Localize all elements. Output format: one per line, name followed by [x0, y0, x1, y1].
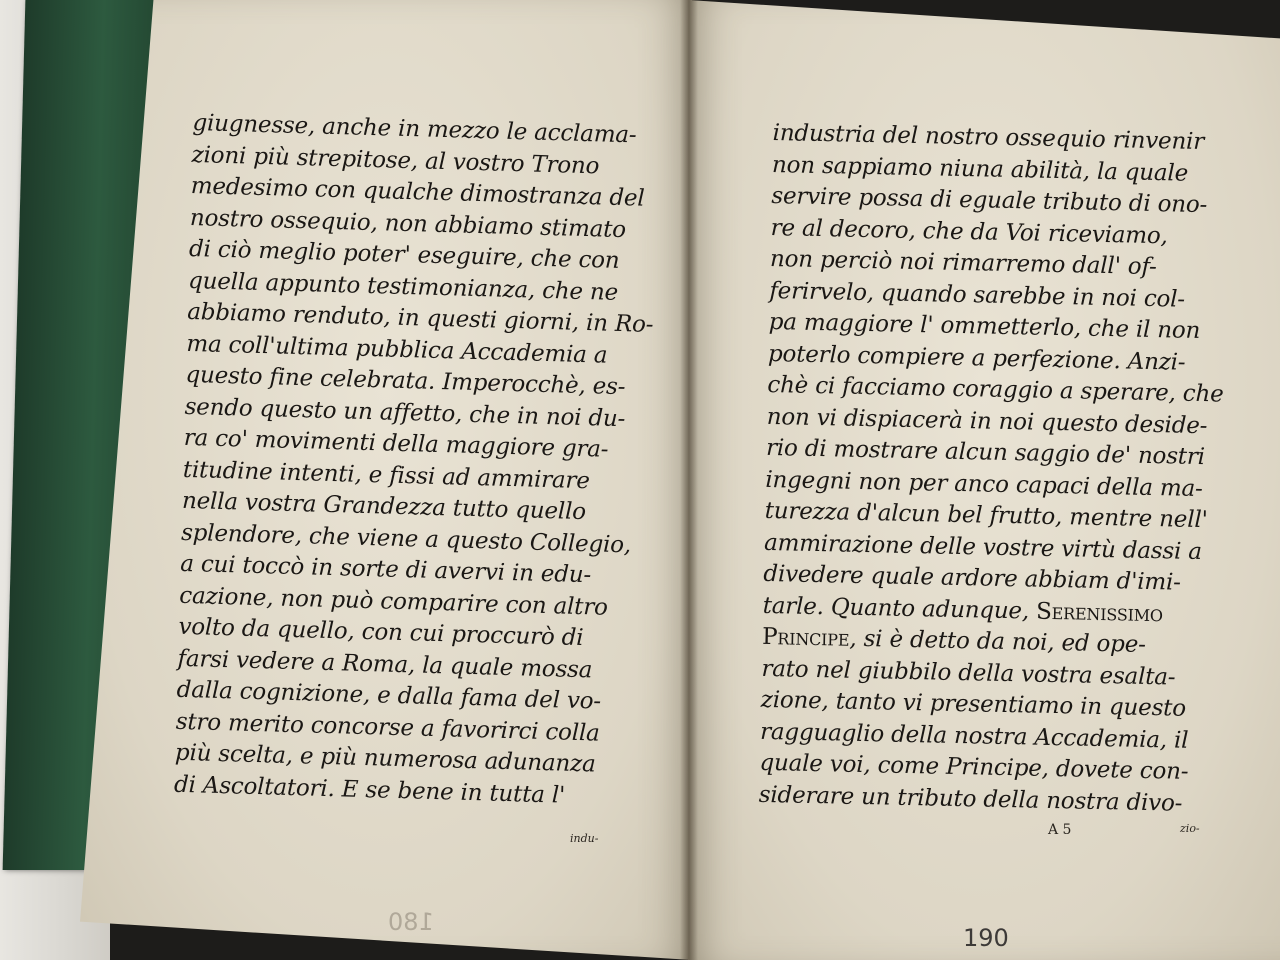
small-caps-word: Serenissimo — [1035, 598, 1164, 627]
right-catchword: zio- — [1180, 822, 1200, 835]
text-line: volto da quello, con cui proccurò di — [178, 613, 584, 652]
line-text: chè ci facciamo coraggio a sperare, che — [767, 371, 1224, 408]
text-line: sendo questo un affetto, che in noi du- — [184, 393, 626, 432]
text-line: nostro ossequio, non abbiamo stimato — [189, 204, 627, 243]
text-line: abbiamo renduto, in questi giorni, in Ro- — [186, 298, 654, 338]
pencil-page-number: 190 — [963, 924, 1009, 952]
bleed-through-page-number: 180 — [388, 908, 434, 936]
text-line: stro merito concorse a favorirci colla — [175, 708, 600, 747]
line-text: , si è detto da noi, ed ope- — [849, 625, 1146, 658]
signature-mark: A 5 — [1048, 822, 1072, 838]
line-text: re al decoro, che da Voi riceviamo, — [770, 214, 1168, 249]
line-text: pa maggiore l' ommetterlo, che il non — [768, 308, 1201, 344]
line-text: quale voi, come Principe, dovete con- — [759, 749, 1189, 785]
text-line: cazione, non può comparire con altro — [179, 582, 609, 621]
book-gutter — [680, 0, 698, 960]
text-line: ra co' movimenti della maggiore gra- — [183, 424, 609, 463]
line-text: divedere quale ardore abbiam d'imi- — [763, 560, 1181, 596]
line-text: non vi dispiacerà in noi questo deside- — [766, 403, 1208, 439]
text-line: nella vostra Grandezza tutto quello — [181, 487, 587, 526]
line-text: poterlo compiere a perfezione. Anzi- — [767, 340, 1186, 376]
line-text: non perciò noi rimarremo dall' of- — [769, 245, 1157, 281]
line-text: non sappiamo niuna abilità, la quale — [771, 151, 1189, 187]
text-line: giugnesse, anche in mezzo le acclama- — [192, 109, 637, 149]
text-line: dalla cognizione, e dalla fama del vo- — [176, 676, 602, 715]
text-line: a cui toccò in sorte di avervi in edu- — [179, 550, 592, 589]
text-line: medesimo con qualche dimostranza del — [190, 172, 645, 212]
line-text: siderare un tributo della nostra divo- — [758, 781, 1183, 817]
line-text: tarle. Quanto adunque, — [762, 592, 1037, 625]
line-text: zione, tanto vi presentiamo in questo — [760, 686, 1187, 722]
line-text: industria del nostro ossequio rinvenir — [772, 119, 1205, 156]
text-line: questo fine celebrata. Imperocchè, es- — [185, 361, 626, 401]
line-text: servire possa di eguale tributo di ono- — [771, 182, 1208, 219]
text-line: zioni più strepitose, al vostro Trono — [191, 141, 600, 179]
small-caps-word: Principe — [761, 623, 850, 652]
text-line: farsi vedere a Roma, la quale mossa — [177, 645, 593, 683]
text-line: più scelta, e più numerosa adunanza — [174, 739, 596, 778]
left-page-text — [174, 108, 653, 814]
text-line: ma coll'ultima pubblica Accademia a — [186, 330, 608, 369]
line-text: ingegni non per anco capaci della ma- — [765, 466, 1203, 502]
text-line: quella appunto testimonianza, che ne — [187, 267, 619, 306]
line-text: rato nel giubbilo della vostra esalta- — [761, 655, 1176, 691]
line-text: turezza d'alcun bel frutto, mentre nell' — [764, 497, 1208, 534]
line-text: ammirazione delle vostre virtù dassi a — [763, 529, 1203, 565]
text-line: di ciò meglio poter' eseguire, che con — [188, 235, 620, 274]
right-page-text — [758, 118, 1224, 820]
left-catchword: indu- — [570, 832, 599, 845]
line-text: ragguaglio della nostra Accademia, il — [759, 718, 1189, 754]
text-line: titudine intenti, e fissi ad ammirare — [182, 456, 591, 494]
line-text: rio di mostrare alcun saggio de' nostri — [765, 434, 1206, 471]
line-text: ferirvelo, quando sarebbe in noi col- — [769, 277, 1186, 313]
text-line: di Ascoltatori. E se bene in tutta l' — [173, 771, 566, 809]
text-line: splendore, che viene a questo Collegio, — [180, 519, 632, 558]
